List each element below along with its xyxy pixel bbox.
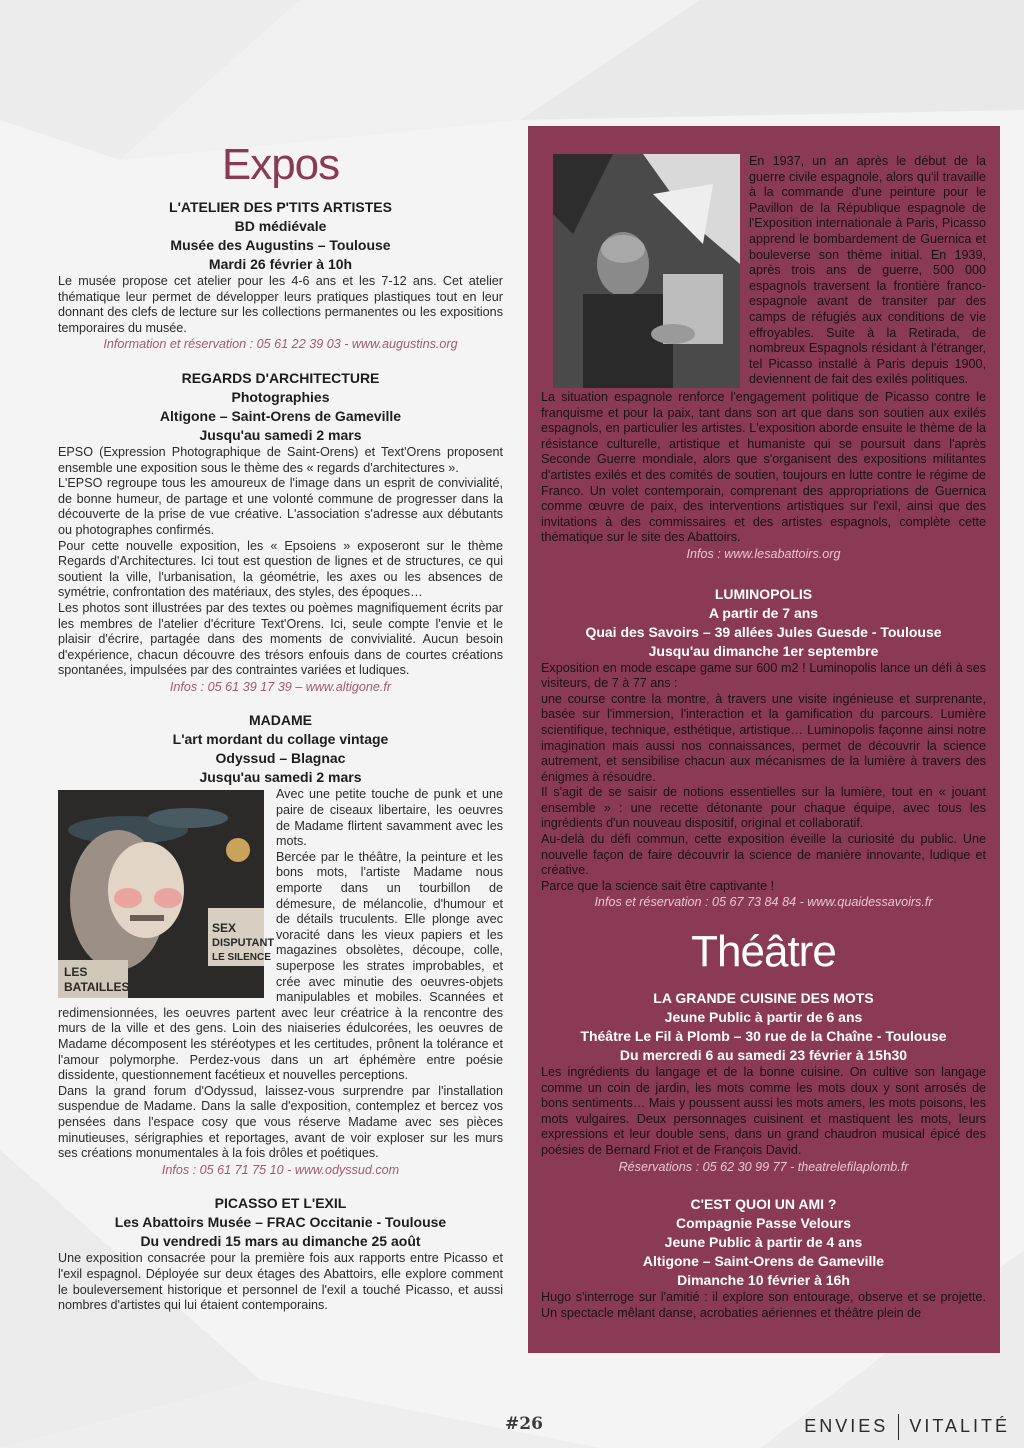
brand-separator	[898, 1414, 899, 1440]
collage-text: DISPUTANT	[212, 937, 275, 950]
right-column-panel	[528, 126, 1000, 1353]
brand-left: ENVIES	[804, 1415, 889, 1436]
event-title: C'EST QUOI UN AMI ?	[690, 1196, 837, 1213]
event-company: Compagnie Passe Velours	[675, 1215, 852, 1232]
madame-collage-image	[58, 790, 275, 998]
event-subtitle: Photographies	[231, 388, 330, 405]
event-info: Infos : www.lesabattoirs.org	[686, 546, 841, 561]
collage-text: SEX	[212, 921, 237, 936]
event-title: L'ATELIER DES P'TITS ARTISTES	[169, 199, 392, 215]
event-venue: Théâtre Le Fil à Plomb – 30 rue de la Chaîne - Toulouse	[580, 1028, 947, 1045]
event-subtitle: BD médiévale	[234, 218, 327, 234]
event-paragraph: En 1937, un an après le début de la guerre civile espagnole, alors qu'il travaille à la commande d'une peinture pour le Pavillon de la République espagnole de l'Exposition internationale à Paris, Picasso apprend le bombardement de Guernica et bouleverse son thème initial. En 1939, après trois ans de guerre, 500 000 espagnols traversent la frontière franco-espagnole avant de transiter par des camps de réfugiés aux conditions de vie effroyables. Suite à la Retirada, de nombreux Espagnols résidant à l'étranger, tel Picasso installé à Paris depuis 1900, deviennent de fait des exilés politiques.	[749, 154, 986, 387]
event-paragraph: EPSO (Expression Photographique de Saint-Orens) et Text'Orens proposent ensemble une exposition sous le thème des « regards d'architectures ».	[58, 444, 503, 475]
event-title: MADAME	[249, 712, 312, 729]
section-title-expos: Expos	[221, 140, 340, 189]
event-title: LUMINOPOLIS	[714, 585, 813, 602]
collage-text: LE SILENCE	[212, 952, 271, 964]
event-info: Information et réservation : 05 61 22 39 03 - www.augustins.org	[103, 337, 458, 352]
event-paragraph: L'EPSO regroupe tous les amoureux de l'image dans un esprit de convivialité, de bonne humeur, de partage et une volonté commune de progresser dans la découverte de la prise de vue créative. L'association s'adresse aux débutants ou photographes confirmés.	[58, 476, 503, 537]
event-paragraph: Il s'agit de se saisir de notions essentielles sur la lumière, tout en « jouant ensemble » : une recette détonante pour chaque équipe, avec tous les ingrédients d'un nouveau dispositif, original et collaboratif.	[541, 785, 986, 831]
event-subtitle: Les Abattoirs Musée – FRAC Occitanie - Toulouse	[114, 1214, 447, 1231]
event-cuisine	[541, 989, 986, 1175]
collage-text: LES	[64, 965, 88, 980]
brand-right: VITALITÉ	[909, 1415, 1010, 1436]
event-body: Le musée propose cet atelier pour les 4-6 ans et les 7-12 ans. Cet atelier thématique leur permet de développer leurs pratiques plastiques tout en leur donnant des clefs de lecture sur les collections permanentes ou les expositions temporaires du musée.	[58, 274, 503, 335]
event-venue: Musée des Augustins – Toulouse	[170, 237, 391, 253]
event-madame	[58, 711, 503, 1178]
event-date: Du vendredi 15 mars au dimanche 25 août	[140, 1233, 421, 1250]
event-paragraph: Exposition en mode escape game sur 600 m2 ! Luminopolis lance un défi à ses visiteurs, de 7 à 77 ans :	[541, 660, 986, 691]
picasso-photo	[553, 154, 740, 388]
event-luminopolis	[541, 585, 986, 912]
event-paragraph: Dans la grand forum d'Odyssud, laissez-vous surprendre par l'installation suspendue de Madame. Dans la salle d'exposition, contemplez et bercez vos pensées dans l'espace cosy que vous réserve Madame avec ses pièces minutieuses, sérigraphies et reportages, avant de voir exploser sur les murs ses créations monumentales à la fois drôles et poétiques.	[58, 1083, 503, 1161]
event-date: Du mercredi 6 au samedi 23 février à 15h30	[619, 1047, 908, 1064]
magazine-brand	[804, 1414, 1010, 1440]
event-info: Réservations : 05 62 30 99 77 - theatrelefilaplomb.fr	[618, 1159, 909, 1174]
event-paragraph: Bercée par le théâtre, la peinture et les bons mots, l'artiste Madame nous emporte dans un tourbillon de démesure, de mélancolie, d'humour et de détails truculents. Elle plonge avec voracité dans les vieux papiers et les magazines obsolètes, découpe, colle, superpose les strates improbables, et crée avec minutie des oeuvres-objets manipulables et mobiles. Scannées et redimensionnées, les oeuvres partent avec leur créatrice à la rencontre des murs de la ville et des gens. Loin des niaiseries édulcorées, les oeuvres de Madame décomposent les stéréotypes et les certitudes, prônent la tolérance et l'amour polymorphe. Perdez-vous dans un art éphémère entre poésie dissidente, questionnement facétieux et nouvelles perceptions.	[58, 849, 503, 1083]
event-title: PICASSO ET L'EXIL	[214, 1195, 347, 1212]
event-paragraph: Les ingrédients du langage et de la bonne cuisine. On cultive son langage comme un coin de jardin, les mots comme les mots doux y sont arrosés de bons sentiments… Mais y poussent aussi les mots amers, les mots poisons, les mots vulgaires. Deux personnages cuisinent et mastiquent les mots, leurs expressions et leur double sens, dans un grand chaudron musical épicé des poésies de Bernard Friot et de François David.	[541, 1065, 986, 1157]
event-subtitle: L'art mordant du collage vintage	[172, 731, 389, 748]
event-paragraph: une course contre la montre, à travers une visite ingénieuse et surprenante, basée sur l'immersion, l'interaction et la gamification du parcours. Lumière scientifique, technique, esthétique, artistique… Luminopolis façonne ainsi notre imagination mais aussi nos connaissances, permet de découvrir la science autrement, et sensibilise chacun aux mécanismes de la lumière à travers des énigmes à résoudre.	[541, 691, 986, 784]
event-paragraph: Parce que la science sait être captivante !	[541, 878, 775, 893]
event-subtitle: Jeune Public à partir de 6 ans	[664, 1009, 863, 1026]
event-paragraph: Avec une petite touche de punk et une paire de ciseaux libertaire, les oeuvres de Madame flirtent savamment avec les mots.	[276, 787, 503, 849]
left-column	[58, 130, 503, 1330]
event-paragraph: Les photos sont illustrées par des textes ou poèmes magnifiquement écrits par les membres de l'atelier d'écriture Text'Orens. Ici, seule compte l'envie et le plaisir d'écrire, partagée dans des moments de convivialité. Aucun besoin d'expérience, chacun découvre des trésors enfouis dans de courtes créations spontanées, impulsées par des contraintes variées et ludiques.	[58, 600, 503, 678]
event-picasso	[58, 1194, 503, 1313]
page-footer	[0, 1410, 1024, 1440]
event-title: REGARDS D'ARCHITECTURE	[181, 369, 380, 386]
event-paragraph: Hugo s'interroge sur l'amitié : il explore son entourage, observe et se projette. Un spectacle mêlant danse, acrobaties aériennes et théâtre plein de	[541, 1290, 986, 1320]
event-venue: Altigone – Saint-Orens de Gameville	[642, 1253, 885, 1270]
event-date: Dimanche 10 février à 16h	[677, 1272, 850, 1289]
event-date: Jusqu'au dimanche 1er septembre	[648, 642, 879, 659]
collage-text: BATAILLES	[64, 980, 130, 995]
event-info: Infos : 05 61 71 75 10 - www.odyssud.com	[161, 1162, 400, 1177]
section-title-theatre: Théâtre	[691, 927, 836, 977]
event-date: Mardi 26 février à 10h	[208, 256, 353, 272]
event-regards	[58, 369, 503, 696]
event-atelier	[58, 198, 503, 353]
event-date: Jusqu'au samedi 2 mars	[199, 769, 362, 786]
event-paragraph: Pour cette nouvelle exposition, les « Epsoiens » exposeront sur le thème Regards d'Architectures. Ici tout est question de lignes et de structures, ce qui soutient la ville, l'urbanisation, la géométrie, les axes ou les absences de symétrie, confrontation des matériaux, des styles, des époques…	[58, 538, 503, 600]
event-paragraph: Une exposition consacrée pour la première fois aux rapports entre Picasso et l'exil espagnol. Déployée sur deux étages des Abattoirs, elle explore comment le bouleversement historique et personnel de l'exil a touché Picasso, et aussi nombres d'artistes qui lui étaient contemporains.	[58, 1251, 503, 1313]
event-venue: Quai des Savoirs – 39 allées Jules Guesde - Toulouse	[585, 623, 942, 640]
event-venue: Odyssud – Blagnac	[215, 750, 346, 767]
event-subtitle: A partir de 7 ans	[708, 604, 819, 621]
event-paragraph: La situation espagnole renforce l'engagement politique de Picasso contre le franquisme et pour la paix, tant dans son art que dans son soutien aux exilés espagnols, en particulier les artistes. L'exposition aborde ensuite le thème de la résistance culturelle, artistique et humaniste qui se poursuit dans l'après Seconde Guerre mondiale, alors que s'organisent des expositions militantes d'artistes exilés et des comités de soutien, toujours en lutte contre le régime de Franco. Un volet contemporain, comprenant des appropriations de Guernica comme œuvre de paix, des interventions artistiques sur l'exil, ainsi que des invitations à des commissaires et des artistes espagnols, complète cette thématique sur le site des Abattoirs.	[541, 390, 986, 545]
event-date: Jusqu'au samedi 2 mars	[199, 426, 362, 443]
event-info: Infos : 05 61 39 17 39 – www.altigone.fr	[169, 679, 392, 694]
event-info: Infos et réservation : 05 67 73 84 84 - www.quaidessavoirs.fr	[594, 895, 933, 910]
event-venue: Altigone – Saint-Orens de Gameville	[159, 407, 402, 424]
event-title: LA GRANDE CUISINE DES MOTS	[653, 990, 874, 1007]
event-paragraph: Au-delà du défi commun, cette exposition éveille la curiosité du public. Une nouvelle façon de faire découvrir la science de manière innovante, ludique et créative.	[541, 832, 986, 878]
event-ami	[541, 1195, 986, 1321]
page-number: #26	[505, 1414, 543, 1434]
event-subtitle: Jeune Public à partir de 4 ans	[664, 1234, 863, 1251]
